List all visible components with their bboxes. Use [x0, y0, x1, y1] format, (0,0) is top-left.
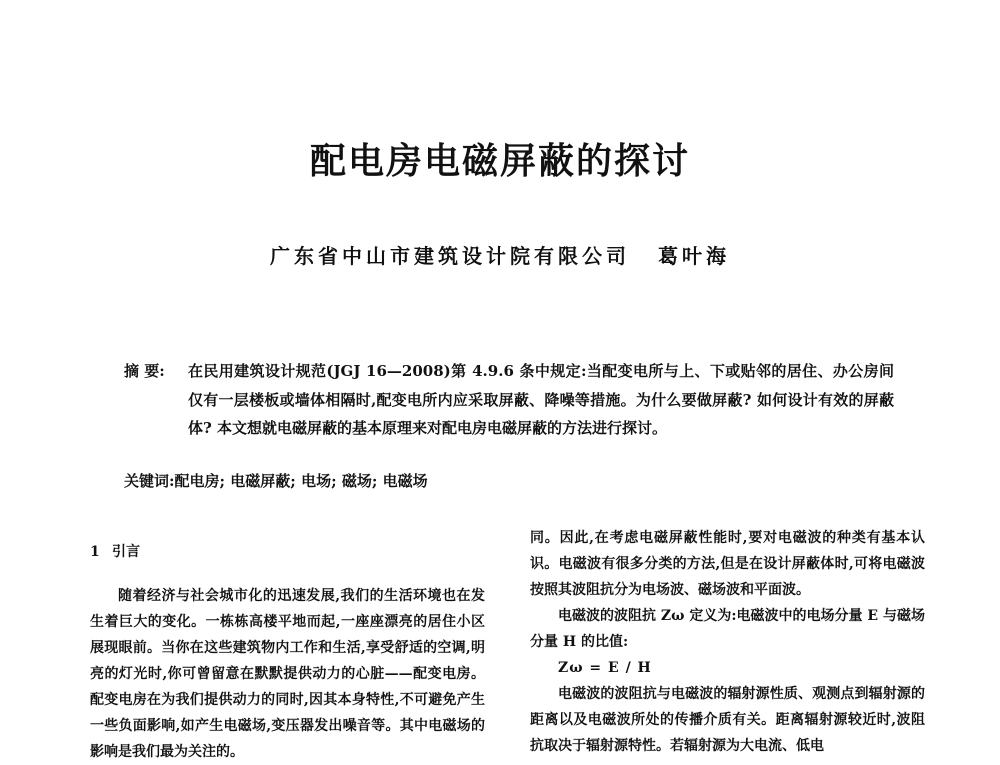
left-column	[90, 525, 485, 765]
section-title: 引言	[112, 544, 140, 560]
affiliation: 广东省中山市建筑设计院有限公司	[270, 244, 630, 268]
author-line	[0, 240, 1000, 269]
section-number: 1	[90, 544, 100, 560]
keywords-block	[124, 470, 894, 491]
impedance-formula: Zω = E / H	[558, 660, 652, 676]
abstract-text: 在民用建筑设计规范(JGJ 16—2008)第 4.9.6 条中规定:当配变电所与上、下或贴邻的居住、办公房间仅有一层楼板或墙体相隔时,配变电所内应采取屏蔽、降噪等措施。为什么要做屏蔽? 如何设计有效的屏蔽体? 本文想就电磁屏蔽的基本原理来对配电房电磁屏蔽的方法进行探讨。	[188, 362, 894, 437]
intro-paragraph: 随着经济与社会城市化的迅速发展,我们的生活环境也在发生着巨大的变化。一栋栋高楼平地而起,一座座漂亮的居住小区展现眼前。当你在这些建筑物内工作和生活,享受舒适的空调,明亮的灯光时,你可曾留意在默默提供动力的心脏——配变电房。配变电房在为我们提供动力的同时,因其本身特性,不可避免产生一些负面影响,如产生电磁场,变压器发出噪音等。其中电磁场的影响是我们最为关注的。	[90, 588, 485, 760]
paper-title: 配电房电磁屏蔽的探讨	[309, 140, 690, 182]
author-name: 葛叶海	[658, 244, 730, 268]
right-paragraph-3: 电磁波的波阻抗与电磁波的辐射源性质、观测点到辐射源的距离以及电磁波所处的传播介质有关。距离辐射源较近时,波阻抗取决于辐射源特性。若辐射源为大电流、低电	[530, 686, 925, 754]
abstract-label: 摘 要:	[124, 362, 165, 380]
right-paragraph-2: 电磁波的波阻抗 Zω 定义为:电磁波中的电场分量 E 与磁场分量 H 的比值:	[530, 608, 925, 650]
keywords-text: 配电房; 电磁屏蔽; 电场; 磁场; 电磁场	[174, 472, 428, 490]
keywords-label: 关键词:	[124, 472, 175, 490]
right-paragraph-1: 同。因此,在考虑电磁屏蔽性能时,要对电磁波的种类有基本认识。电磁波有很多分类的方法,但是在设计屏蔽体时,可将电磁波按照其波阻抗分为电场波、磁场波和平面波。	[530, 530, 925, 598]
section-heading	[90, 539, 485, 565]
right-column	[530, 525, 925, 759]
abstract-block	[124, 357, 894, 443]
